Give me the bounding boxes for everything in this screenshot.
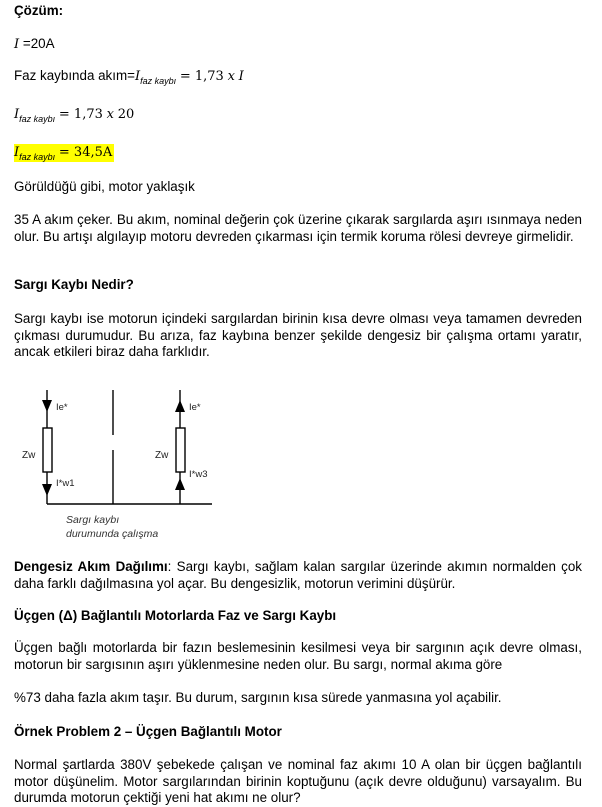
calc-rhs: = 1,73	[58, 107, 103, 122]
current-symbol: I	[14, 37, 20, 52]
solution-heading: Çözüm:	[14, 3, 64, 18]
paragraph-73: %73 daha fazla akım taşır. Bu durum, sargının kısa sürede yanmasına yol açabilir.	[14, 690, 502, 705]
result-subscript: faz kaybı	[19, 152, 56, 162]
current-value-line	[14, 36, 55, 53]
result-formula-line	[14, 144, 114, 161]
calc-symbol: I	[14, 107, 20, 122]
paragraph-example: Normal şartlarda 380V şebekede çalışan ve nominal faz akımı 10 A olan bir üçgen bağlantılı motor düşünelim. Motor sargılarından birinin koptuğunu (açık devre olduğunu) varsayalım. Bu durumda motorun çektiği yeni hat akımı ne olur?	[14, 757, 582, 805]
winding-loss-diagram	[0, 380, 602, 545]
unbalanced-text: : Sargı kaybı, sağlam kalan sargılar üzerinde akımın normalden çok daha farklı dağılmasına yol açar. Bu dengesizlik, motorun verimini düşürür.	[14, 559, 582, 591]
phase-loss-formula-line	[14, 68, 244, 85]
result-highlight	[14, 144, 114, 162]
calc-rhs-x: x	[106, 107, 114, 122]
label-ie-left: Ie*	[56, 402, 68, 413]
phase-loss-rhs: = 1,73	[179, 69, 224, 84]
left-winding-resistor	[43, 428, 52, 472]
paragraph-35a: 35 A akım çeker. Bu akım, nominal değerin çok üzerine çıkarak sargılarda aşırı ısınmaya neden olur. Bu artışı algılayıp motoru devreden çıkarması için termik koruma rölesi devreye girmelidir.	[14, 212, 582, 244]
label-iw1: I*w1	[56, 478, 75, 489]
left-top-arrow-icon	[42, 400, 52, 412]
calc-rhs-num: 20	[117, 107, 135, 122]
result-rhs: = 34,5A	[58, 145, 113, 160]
label-iw3: I*w3	[189, 469, 208, 480]
example-heading: Örnek Problem 2 – Üçgen Bağlantılı Motor	[14, 724, 282, 739]
calc-formula-line	[14, 106, 134, 123]
phase-loss-rhs-i: I	[238, 69, 244, 84]
label-zw-right: Zw	[155, 450, 169, 461]
caption-line1: Sargı kaybı	[66, 514, 120, 526]
phase-loss-rhs-x: x	[227, 69, 235, 84]
winding-loss-heading: Sargı Kaybı Nedir?	[14, 277, 134, 292]
seen-text: Görüldüğü gibi, motor yaklaşık	[14, 179, 195, 194]
phase-loss-symbol: I	[134, 69, 141, 84]
right-bottom-arrow-icon	[175, 478, 185, 490]
label-zw-left: Zw	[22, 450, 36, 461]
delta-heading: Üçgen (Δ) Bağlantılı Motorlarda Faz ve Sargı Kaybı	[14, 608, 337, 623]
label-ie-right: Ie*	[189, 402, 201, 413]
calc-subscript: faz kaybı	[19, 114, 56, 124]
unbalanced-term: Dengesiz Akım Dağılımı	[14, 559, 168, 574]
paragraph-delta: Üçgen bağlı motorlarda bir fazın beslemesinin kesilmesi veya bir sargının açık devre olması, motorun bir sargısının aşırı yüklenmesine neden olur. Bu sargı, normal akıma göre	[14, 640, 582, 672]
right-top-arrow-icon	[175, 400, 185, 412]
left-bottom-arrow-icon	[42, 484, 52, 496]
result-symbol: I	[14, 145, 20, 160]
caption-line2: durumunda çalışma	[66, 528, 159, 540]
paragraph-winding-loss: Sargı kaybı ise motorun içindeki sargılardan birinin kısa devre olması veya tamamen devreden çıkması durumudur. Bu arıza, faz kaybına benzer şekilde dengesiz bir çalışma ortamı yaratır, ancak etkileri biraz daha farklıdır.	[14, 311, 582, 359]
phase-loss-label: Faz kaybında akım=	[14, 68, 135, 83]
paragraph-unbalanced	[14, 559, 582, 592]
current-value: =20A	[22, 36, 55, 51]
right-winding-resistor	[176, 428, 185, 472]
phase-loss-subscript: faz kaybı	[140, 76, 177, 86]
